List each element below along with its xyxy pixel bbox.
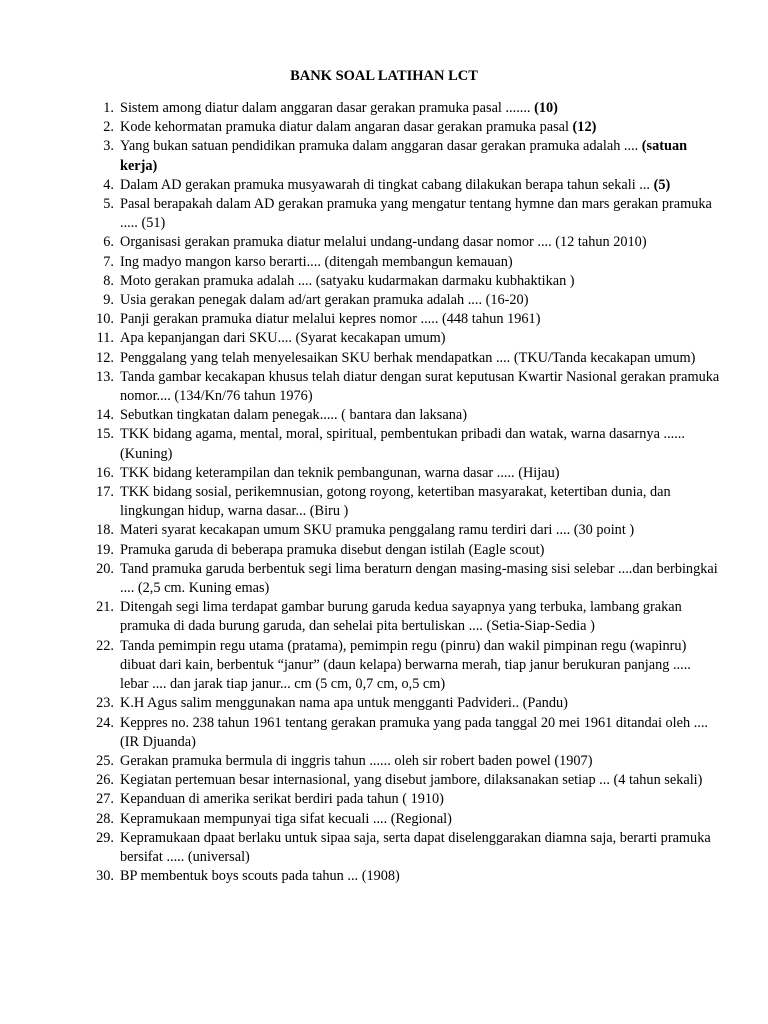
question-list: [0, 99, 768, 886]
question-item: [0, 867, 768, 886]
question-item: [0, 483, 768, 521]
question-item: [0, 771, 768, 790]
question-number: 15.: [96, 426, 114, 443]
question-text: Ing madyo mangon karso berarti.... (ditengah membangun kemauan): [120, 253, 513, 270]
question-text: Apa kepanjangan dari SKU.... (Syarat kecakapan umum): [120, 330, 446, 347]
question-text: Sistem among diatur dalam anggaran dasar gerakan pramuka pasal .......: [120, 100, 531, 116]
question-item: [0, 541, 768, 560]
question-text: TKK bidang agama, mental, moral, spiritual, pembentukan pribadi dan watak, warna dasarnya ...... (Kuning): [120, 426, 685, 462]
question-item: [0, 368, 768, 406]
question-number: 4.: [103, 176, 114, 193]
question-text: Tanda gambar kecakapan khusus telah diatur dengan surat keputusan Kwartir Nasional gerakan pramuka nomor.... (134/Kn/76 tahun 1976): [120, 368, 720, 405]
question-number: 9.: [103, 292, 114, 309]
question-item: [0, 637, 768, 695]
question-item: [0, 810, 768, 829]
question-number: 12.: [96, 349, 114, 366]
question-number: 11.: [96, 330, 114, 347]
question-number: 14.: [96, 407, 114, 424]
question-item: [0, 829, 768, 867]
question-number: 3.: [103, 138, 114, 155]
question-item: [0, 752, 768, 771]
question-number: 2.: [103, 119, 114, 136]
question-number: 16.: [96, 464, 114, 481]
question-text: Usia gerakan penegak dalam ad/art gerakan pramuka adalah .... (16-20): [120, 292, 529, 309]
question-item: [0, 349, 768, 368]
question-text: Kepanduan di amerika serikat berdiri pada tahun ( 1910): [120, 791, 444, 808]
question-number: 28.: [96, 810, 114, 827]
question-number: 22.: [96, 637, 114, 654]
question-number: 13.: [96, 368, 114, 385]
question-text: Yang bukan satuan pendidikan pramuka dalam anggaran dasar gerakan pramuka adalah ....: [120, 138, 639, 155]
question-number: 10.: [96, 311, 114, 328]
question-number: 18.: [96, 522, 114, 539]
question-item: [0, 598, 768, 636]
question-text: Penggalang yang telah menyelesaikan SKU berhak mendapatkan .... (TKU/Tanda kecakapan umum): [120, 349, 696, 366]
question-text: Panji gerakan pramuka diatur melalui kepres nomor ..... (448 tahun 1961): [120, 311, 541, 328]
question-text: Kode kehormatan pramuka diatur dalam angaran dasar gerakan pramuka pasal: [120, 119, 569, 136]
question-item: [0, 425, 768, 463]
question-answer: (satuan kerja): [120, 138, 688, 174]
question-text: TKK bidang sosial, perikemnusian, gotong royong, ketertiban masyarakat, ketertiban dunia, dan lingkungan hidup, warna dasar... (Biru ): [120, 484, 671, 520]
question-item: [0, 521, 768, 540]
question-text: Dalam AD gerakan pramuka musyawarah di tingkat cabang dilakukan berapa tahun sekali ...: [120, 176, 650, 193]
question-number: 19.: [96, 541, 114, 558]
question-text: TKK bidang keterampilan dan teknik pembangunan, warna dasar ..... (Hijau): [120, 464, 560, 481]
question-text: Organisasi gerakan pramuka diatur melalui undang-undang dasar nomor .... (12 tahun 2010): [120, 234, 647, 251]
question-text: Kepramukaan dpaat berlaku untuk sipaa saja, serta dapat diselenggarakan diamna saja, berarti pramuka bersifat ..... (universal): [120, 829, 711, 865]
question-text: Kepramukaan mempunyai tiga sifat kecuali .... (Regional): [120, 810, 452, 827]
question-item: [0, 310, 768, 329]
question-text: Gerakan pramuka bermula di inggris tahun ...... oleh sir robert baden powel (1907): [120, 752, 593, 769]
question-item: [0, 272, 768, 291]
question-text: Keppres no. 238 tahun 1961 tentang gerakan pramuka yang pada tanggal 20 mei 1961 ditandai oleh .... (IR Djuanda): [120, 714, 708, 750]
question-item: [0, 329, 768, 348]
question-text: Sebutkan tingkatan dalam penegak..... ( bantara dan laksana): [120, 407, 467, 424]
question-number: 29.: [96, 829, 114, 846]
question-item: [0, 233, 768, 252]
question-number: 25.: [96, 752, 114, 769]
question-answer: (12): [572, 119, 597, 136]
question-text: Ditengah segi lima terdapat gambar burung garuda kedua sayapnya yang terbuka, lambang grakan pramuka di dada burung garuda, dan sehelai pita bertuliskan .... (Setia-Siap-Sedia ): [120, 599, 682, 635]
question-item: [0, 694, 768, 713]
question-text: Moto gerakan pramuka adalah .... (satyaku kudarmakan darmaku kubhaktikan ): [120, 272, 575, 289]
question-number: 17.: [96, 484, 114, 501]
question-answer: (5): [653, 176, 671, 193]
question-text: Tand pramuka garuda berbentuk segi lima beraturn dengan masing-masing sisi selebar ....dan berbingkai .... (2,5 cm. Kuning emas): [120, 560, 718, 597]
question-answer: (10): [534, 100, 558, 116]
question-item: [0, 195, 768, 233]
question-item: [0, 137, 768, 175]
question-text: BP membentuk boys scouts pada tahun ... (1908): [120, 868, 400, 885]
question-text: Pasal berapakah dalam AD gerakan pramuka yang mengatur tentang hymne dan mars gerakan pramuka ..... (51): [120, 196, 712, 232]
question-text: Tanda pemimpin regu utama (pratama), pemimpin regu (pinru) dan wakil pimpinan regu (wapinru) dibuat dari kain, berbentuk “janur” (daun kelapa) berwarna merah, tiap janur berukuran panjang ..... lebar .... dan jarak tiap janur... cm (5 cm, 0,7 cm, o,5 cm): [120, 637, 691, 693]
question-number: 5.: [103, 196, 114, 213]
question-item: [0, 176, 768, 195]
question-item: [0, 291, 768, 310]
question-number: 27.: [96, 791, 114, 808]
question-number: 8.: [103, 272, 114, 289]
question-item: [0, 714, 768, 752]
question-number: 1.: [103, 100, 114, 116]
question-number: 30.: [96, 868, 114, 885]
question-item: [0, 118, 768, 137]
question-number: 7.: [103, 253, 114, 270]
question-number: 21.: [96, 599, 114, 616]
question-item: [0, 406, 768, 425]
question-item: [0, 464, 768, 483]
question-number: 26.: [96, 772, 114, 789]
question-text: K.H Agus salim menggunakan nama apa untuk mengganti Padvideri.. (Pandu): [120, 695, 568, 712]
question-number: 24.: [96, 714, 114, 731]
question-text: Materi syarat kecakapan umum SKU pramuka penggalang ramu terdiri dari .... (30 point ): [120, 522, 635, 539]
question-item: [0, 99, 768, 118]
question-item: [0, 560, 768, 598]
question-text: Pramuka garuda di beberapa pramuka disebut dengan istilah (Eagle scout): [120, 541, 545, 558]
question-number: 20.: [96, 560, 114, 577]
question-item: [0, 790, 768, 809]
question-number: 6.: [103, 234, 114, 251]
question-item: [0, 253, 768, 272]
question-text: Kegiatan pertemuan besar internasional, yang disebut jambore, dilaksanakan setiap ... (4 tahun sekali): [120, 772, 703, 789]
page-title: BANK SOAL LATIHAN LCT: [290, 68, 478, 84]
question-number: 23.: [96, 695, 114, 712]
